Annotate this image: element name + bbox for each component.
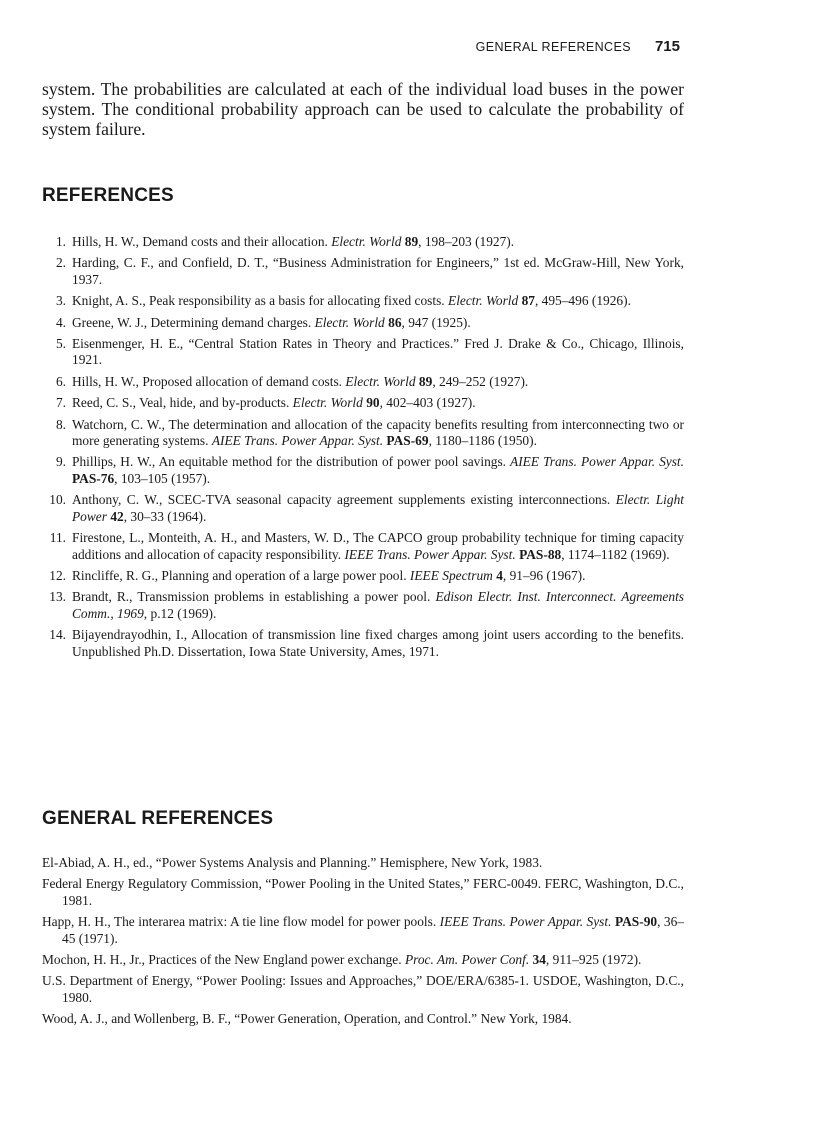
references-list — [42, 234, 684, 665]
citation-text: Brandt, R., Transmission problems in establishing a power pool. — [72, 589, 436, 605]
reference-number: 6. — [55, 373, 66, 389]
reference-item — [42, 589, 684, 622]
citation-journal: Electr. World — [345, 373, 416, 389]
citation-volume: 42 — [110, 508, 124, 524]
citation-volume: 86 — [388, 314, 402, 330]
intro-paragraph: system. The probabilities are calculated at each of the individual load buses in the power system. The conditional probability approach can be used to calculate the probability of system failure. — [42, 79, 684, 139]
citation-journal: IEEE Trans. Power Appar. Syst. — [439, 914, 612, 930]
reference-item — [42, 454, 684, 487]
reference-item — [42, 492, 684, 525]
general-reference-item — [42, 876, 684, 909]
citation-text: , p.12 (1969). — [143, 605, 217, 621]
reference-item — [42, 395, 684, 411]
citation-text: , 402–403 (1927). — [379, 395, 476, 411]
citation-volume: 89 — [404, 234, 419, 249]
citation-text: Greene, W. J., Determining demand charges. — [72, 314, 315, 330]
reference-number: 5. — [55, 336, 66, 352]
citation-text: U.S. Department of Energy, “Power Pooling: Issues and Approaches,” DOE/ERA/6385-1. USDOE, Washington, D.C., 1980. — [42, 973, 684, 1005]
general-reference-item — [42, 1011, 684, 1027]
citation-volume: 4 — [496, 567, 503, 583]
citation-volume: PAS-90 — [614, 914, 658, 930]
citation-text: , 198–203 (1927). — [418, 234, 515, 249]
citation-journal: Electr. World — [292, 395, 363, 411]
citation-journal: Electr. Light Power — [72, 492, 684, 524]
citation-text: Rincliffe, R. G., Planning and operation of a large power pool. — [72, 567, 410, 583]
citation-text: Reed, C. S., Veal, hide, and by-products. — [72, 395, 293, 411]
citation-journal: IEEE Spectrum — [409, 567, 493, 583]
reference-number: 8. — [55, 416, 66, 432]
citation-text: , 495–496 (1926). — [534, 293, 631, 309]
reference-number: 10. — [49, 492, 66, 508]
citation-journal: Proc. Am. Power Conf. — [404, 952, 530, 968]
reference-item — [42, 627, 684, 660]
citation-volume: 34 — [532, 952, 546, 968]
citation-journal: Edison Electr. Inst. Interconnect. Agreements Comm., 1969 — [72, 589, 685, 621]
citation-text: Bijayendrayodhin, I., Allocation of transmission line fixed charges among joint users according to the benefits. Unpublished Ph.D. Dissertation, Iowa State University, Ames, 1971. — [72, 627, 684, 659]
citation-text: Hills, H. W., Proposed allocation of demand costs. — [72, 373, 346, 389]
reference-item — [42, 336, 684, 369]
citation-text: El-Abiad, A. H., ed., “Power Systems Analysis and Planning.” Hemisphere, New York, 1983. — [42, 855, 543, 870]
citation-volume: 90 — [366, 395, 380, 411]
citation-journal: Electr. World — [448, 293, 519, 309]
citation-text: , 249–252 (1927). — [432, 373, 529, 389]
citation-text: , 1174–1182 (1969). — [561, 546, 670, 562]
citation-text: Harding, C. F., and Confield, D. T., “Business Administration for Engineers,” 1st ed. McGraw-Hill, New York, 1937. — [72, 255, 684, 287]
citation-volume: 89 — [418, 373, 433, 389]
reference-number: 4. — [55, 314, 66, 330]
citation-volume: PAS-69 — [386, 433, 429, 449]
reference-number: 9. — [55, 454, 66, 470]
reference-number: 12. — [49, 567, 66, 583]
general-reference-item — [42, 952, 684, 968]
references-heading: REFERENCES — [42, 185, 174, 206]
general-reference-item — [42, 973, 684, 1006]
reference-number: 11. — [49, 530, 66, 546]
citation-text: , 30–33 (1964). — [123, 508, 207, 524]
citation-volume: 87 — [521, 293, 535, 309]
citation-text: Federal Energy Regulatory Commission, “Power Pooling in the United States,” FERC-0049. FERC, Washington, D.C., 1981. — [42, 876, 684, 908]
citation-text: , 103–105 (1957). — [114, 470, 211, 486]
citation-text: Phillips, H. W., An equitable method for the distribution of power pool savings. — [72, 454, 511, 470]
citation-text: Knight, A. S., Peak responsibility as a basis for allocating fixed costs. — [72, 293, 449, 309]
reference-item — [42, 255, 684, 288]
citation-text: , 911–925 (1972). — [545, 952, 642, 968]
reference-item — [42, 530, 684, 563]
citation-journal: IEEE Trans. Power Appar. Syst. — [344, 546, 516, 562]
citation-journal: Electr. World — [314, 314, 385, 330]
citation-text: Happ, H. H., The interarea matrix: A tie line flow model for power pools. — [42, 914, 440, 930]
reference-item — [42, 568, 684, 584]
reference-item — [42, 417, 684, 450]
general-reference-item — [42, 855, 684, 871]
reference-number: 7. — [55, 395, 66, 411]
citation-volume: PAS-88 — [519, 546, 562, 562]
running-head — [476, 38, 680, 55]
reference-number: 1. — [55, 234, 66, 249]
citation-text: , 947 (1925). — [401, 314, 471, 330]
citation-journal: AIEE Trans. Power Appar. Syst. — [211, 433, 384, 449]
citation-text: Mochon, H. H., Jr., Practices of the New England power exchange. — [42, 952, 405, 968]
general-references-list — [42, 855, 684, 1033]
page-number: 715 — [654, 38, 680, 55]
citation-text: Firestone, L., Monteith, A. H., and Masters, W. D., The CAPCO group probability technique for timing capacity additions and allocation of capacity responsibility. — [72, 530, 684, 562]
running-head-title: GENERAL REFERENCES — [475, 40, 631, 54]
citation-journal: Electr. World — [331, 234, 402, 249]
general-reference-item — [42, 914, 684, 947]
citation-text: Watchorn, C. W., The determination and allocation of the capacity benefits resulting from interconnecting two or more generating systems. — [72, 416, 684, 449]
citation-text: , 1180–1186 (1950). — [428, 433, 537, 449]
citation-text: Anthony, C. W., SCEC-TVA seasonal capacity agreement supplements existing interconnections. — [72, 492, 616, 508]
reference-number: 13. — [49, 589, 66, 605]
reference-item — [42, 315, 684, 331]
citation-text: Eisenmenger, H. E., “Central Station Rates in Theory and Practices.” Fred J. Drake & Co., Chicago, Illinois, 1921. — [72, 336, 684, 368]
citation-text: , 91–96 (1967). — [502, 567, 586, 583]
general-references-heading: GENERAL REFERENCES — [42, 808, 274, 829]
citation-text: , 36–45 (1971). — [62, 914, 685, 946]
reference-item — [42, 293, 684, 309]
citation-text: Wood, A. J., and Wollenberg, B. F., “Power Generation, Operation, and Control.” New York, 1984. — [42, 1011, 572, 1027]
citation-volume: PAS-76 — [72, 470, 115, 486]
reference-item — [42, 374, 684, 390]
reference-number: 2. — [55, 255, 66, 271]
citation-text: Hills, H. W., Demand costs and their allocation. — [72, 234, 332, 249]
reference-number: 14. — [49, 627, 66, 643]
citation-journal: AIEE Trans. Power Appar. Syst. — [510, 454, 684, 470]
reference-item — [42, 234, 684, 250]
reference-number: 3. — [55, 293, 66, 309]
